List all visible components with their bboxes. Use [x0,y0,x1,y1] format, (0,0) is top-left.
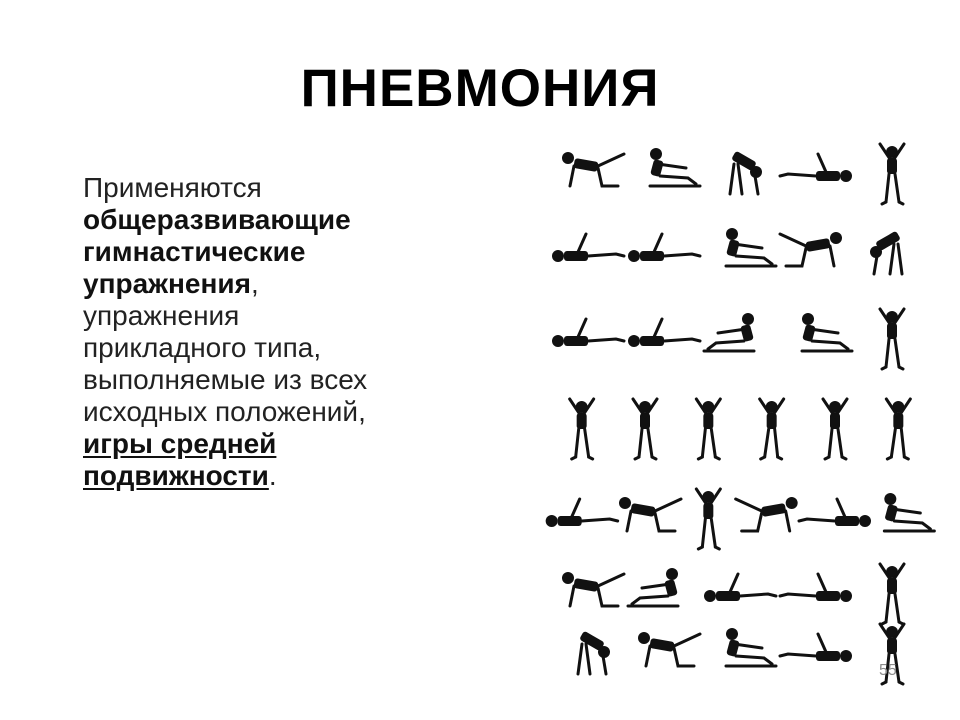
body-fragment: . [268,460,277,491]
body-line: прикладного типа, [83,332,322,363]
exercise-figure-icon [736,497,798,531]
exercise-figure-icon [628,568,678,606]
body-bold-underlined-fragment: подвижности [83,460,269,491]
exercise-figure-icon [802,313,852,351]
exercise-figure-icon [552,234,624,262]
exercise-figure-icon [780,574,852,602]
exercise-figure-icon [880,144,904,204]
exercise-figure-icon [886,399,910,459]
exercise-figures-illustration [530,140,950,700]
exercise-figure-icon [726,628,776,666]
exercise-figure-icon [696,399,720,459]
exercise-figure-icon [562,572,624,606]
exercise-figure-icon [870,231,902,274]
body-line: Применяются [83,172,262,203]
body-line: упражнения [83,300,240,331]
body-bold-fragment: упражнения [83,268,251,299]
exercise-figure-icon [799,499,871,527]
exercise-figure-icon [704,313,754,351]
exercise-figure-icon [884,493,934,531]
body-line-bold-underlined: игры средней [83,428,277,459]
exercise-figure-icon [633,399,657,459]
body-fragment: , [250,268,259,299]
exercise-figure-icon [780,232,842,266]
exercise-figure-icon [780,154,852,182]
exercise-figure-icon [619,497,681,531]
body-line-mixed [83,460,443,492]
exercise-figure-icon [638,632,700,666]
exercise-figures-icon [530,140,950,700]
exercise-figure-icon [570,399,594,459]
exercise-figure-icon [880,309,904,369]
exercise-figure-icon [562,152,624,186]
exercise-figure-icon [726,228,776,266]
body-line: выполняемые из всех [83,364,368,395]
exercise-figure-icon [730,151,762,194]
exercise-figure-icon [704,574,776,602]
exercise-figure-icon [696,489,720,549]
body-line: исходных положений, [83,396,366,427]
exercise-figure-icon [880,564,904,624]
exercise-figure-icon [650,148,700,186]
exercise-figure-icon [552,319,624,347]
exercise-figure-icon [780,634,852,662]
body-paragraph [83,172,443,492]
body-line-bold: гимнастические [83,236,306,267]
body-line-mixed [83,268,443,300]
body-line-bold: общеразвивающие [83,204,351,235]
exercise-figure-icon [628,234,700,262]
exercise-figure-icon [628,319,700,347]
exercise-figure-icon [546,499,618,527]
slide-title: ПНЕВМОНИЯ [300,59,660,118]
page-number: 55 [879,662,897,679]
exercise-figure-icon [578,631,610,674]
exercise-figure-icon [823,399,847,459]
exercise-figure-icon [760,399,784,459]
